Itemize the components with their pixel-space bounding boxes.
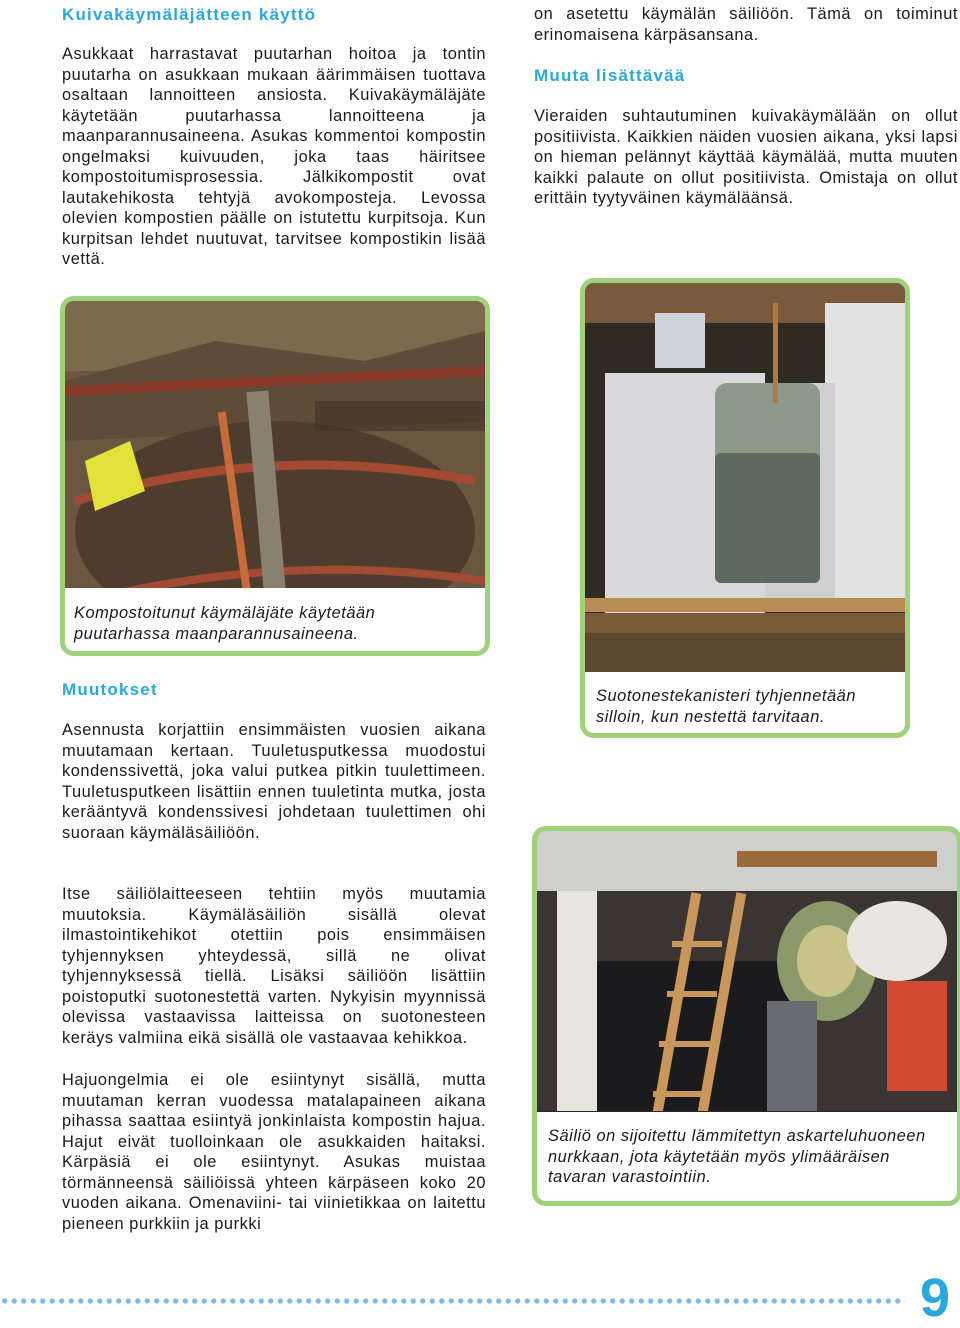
canister-photo — [580, 278, 910, 738]
muutokset-paragraph-1: Asennusta korjattiin ensimmäisten vuosien aikana muutamaan kertaan. Tuuletusputkessa muodostui kondenssivettä, joka valui putkea pitkin tuulettimeen. Tuuletusputkeen lisättiin ennen tuuletinta mutka, josta kerääntyvä kondenssivesi johdetaan tuulettimen ohi suoraan käymäläsäiliöön. — [62, 721, 486, 842]
muutokset-paragraph-2: Itse säiliölaitteeseen tehtiin myös muutamia muutoksia. Käymäläsäiliön sisällä olevat ilmastointikehikot otettiin pois ensimmäisen tyhjennyksen yhteydessä, sillä ne olivat tyhjennyksessä tiellä. Lisäksi säiliöön lisättiin poistoputki suotonestettä varten. Nykyisin myynnissä olevissa vastaavissa laitteissa on suotonesteen keräys valmiina eikä sisällä ole vastaavaa kehikkoa. — [62, 885, 486, 1047]
section-heading-muuta: Muuta lisättävää — [534, 66, 686, 85]
muuta-paragraph: Vieraiden suhtautuminen kuivakäymälään on ollut positiivista. Kaikkien näiden vuosien aikana, yksi lapsi on hieman pelännyt käyttää käymälää, mutta muuten kaikki palaute on ollut positiivista. Omistaja on ollut erittäin tyytyväinen käymäläänsä. — [534, 107, 958, 207]
section1-paragraph: Asukkaat harrastavat puutarhan hoitoa ja tontin puutarha on asukkaan mukaan äärimmäisen tuottava osaltaan lannoitteen ansiosta. Kuivakäymäläjäte käytetään puutarhassa lannoitteena ja maanparannusaineena. Asukas kommentoi kompostin ongelmaksi kuivuuden, joka taas häiritsee kompostoitumisprosessia. Jälkikompostit ovat lautakehikosta tehtyjä avokomposteja. Levossa olevien kompostien päälle on istutettu kurpitsoja. Kun kurpitsan lehdet nuutuvat, tarvitsee kompostikin lisää vettä. — [62, 45, 486, 268]
section-heading-muutokset: Muutokset — [62, 680, 158, 699]
photo2-caption: Suotonestekanisteri tyhjennetään silloin, kun nestettä tarvitaan. — [596, 687, 856, 726]
page-number: 9 — [920, 1268, 951, 1328]
muutokset-paragraph-3: Hajuongelmia ei ole esiintynyt sisällä, mutta muutaman kerran vuodessa matalapaineen aikana pihassa saattaa esiintyä jonkinlaista kompostin hajua. Hajut eivät tuolloinkaan ole asukkaiden haitaksi. Kärpäsiä ei ole esiintynyt. Asukas muistaa törmänneensä säiliöissä yhteen kärpäseen koko 20 vuoden aikana. Omenaviini- tai viinietikkaa on laitettu pieneen purkkiin ja purkki — [62, 1071, 486, 1233]
dotted-footer-line — [0, 1296, 905, 1306]
canister-image — [585, 283, 905, 733]
photo1-caption: Kompostoitunut käymäläjäte käytetään puutarhassa maanparannusaineena. — [74, 604, 376, 643]
continuation-paragraph: on asetettu käymälän säiliöön. Tämä on toiminut erinomaisena kärpäsansana. — [534, 5, 958, 44]
section-heading-kuivakaymala: Kuivakäymäläjätteen käyttö — [62, 5, 317, 24]
photo3-caption: Säiliö on sijoitettu lämmitettyn askarteluhuoneen nurkkaan, jota käytetään myös ylimääräisen tavaran varastointiin. — [548, 1127, 926, 1186]
